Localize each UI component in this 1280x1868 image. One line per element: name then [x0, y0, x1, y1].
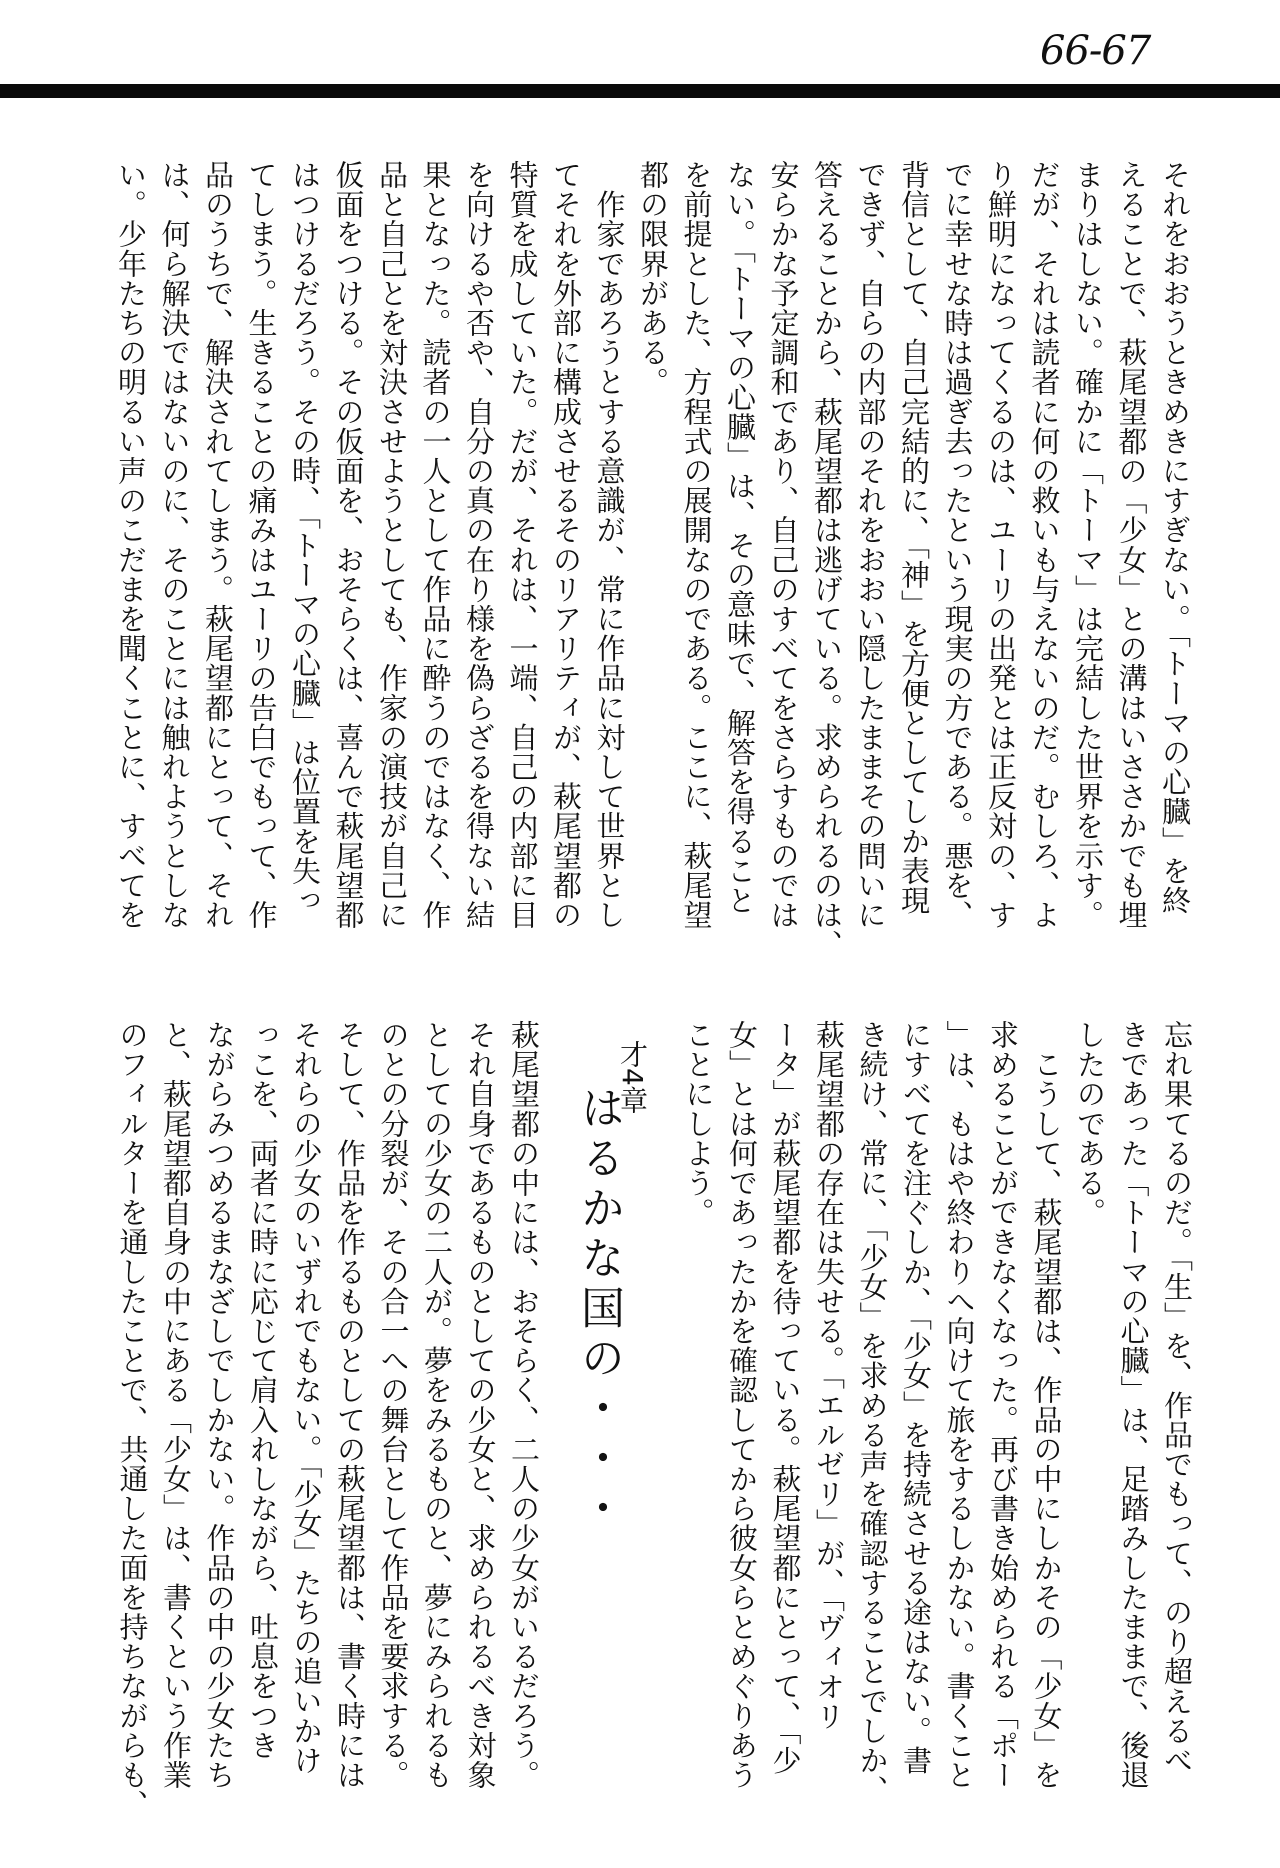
chapter-number: 才4章 — [616, 1040, 649, 1114]
text-column: 品と自己とを対決させようとしても、作家の演技が自己に — [375, 160, 409, 930]
text-column: 果となった。読者の一人として作品に酔うのではなく、作 — [418, 160, 453, 930]
text-column: できず、自らの内部のそれをおおい隠したままその問いに — [853, 160, 888, 930]
text-column: 求めることができなくなった。再び書き始められる「ポー — [986, 1020, 1020, 1790]
text-column: したのである。 — [1073, 1020, 1107, 1228]
text-column: そして、作品を作るものとしての萩尾望都は、書く時には — [333, 1020, 367, 1790]
text-column: 萩尾望都の中には、おそらく、二人の少女がいるだろう。 — [507, 1020, 541, 1790]
text-column: 安らかな予定調和であり、自己のすべてをさらすものでは — [766, 160, 801, 930]
text-column: えることで、萩尾望都の「少女」との溝はいささかでも埋 — [1114, 160, 1149, 930]
bottom-left-text-block — [108, 1020, 545, 1820]
text-column: と、萩尾望都自身の中にある「少女」は、書くという作業 — [159, 1020, 193, 1790]
header-rule — [0, 84, 1280, 98]
text-column: 背信として、自己完結的に、「神」を方便としてしか表現 — [897, 160, 931, 916]
text-column: きであった「トーマの心臓」は、足踏みしたままで、後退 — [1116, 1020, 1151, 1790]
text-column: い。少年たちの明るい声のこだまを聞くことに、すべてを — [114, 160, 148, 930]
text-column: 答えることから、萩尾望都は逃げている。求められるのは、 — [810, 160, 844, 960]
text-column: だが、それは読者に何の救いも与えないのだ。むしろ、よ — [1027, 160, 1062, 930]
page-number: 66-67 — [1040, 28, 1151, 74]
text-column: のとの分裂が、その合一への舞台として作品を要求する。 — [376, 1020, 411, 1790]
text-column: まりはしない。確かに「トーマ」は完結した世界を示す。 — [1071, 160, 1105, 930]
text-column: ない。「トーマの心臓」は、その意味で、解答を得ること — [723, 160, 757, 916]
text-column: は、何ら解決ではないのに、そのことには触れようとしな — [157, 160, 192, 930]
text-column: 特質を成していた。だが、それは、一端、自己の内部に目 — [505, 160, 540, 930]
text-column: てそれを外部に構成させるそのリアリティが、萩尾望都の — [549, 160, 583, 930]
text-column: 女」とは何であったかを確認してから彼女らとめぐりあう — [725, 1020, 759, 1790]
text-column: 仮面をつける。その仮面を、おそらくは、喜んで萩尾望都 — [331, 160, 366, 930]
top-text-block — [114, 160, 1196, 960]
text-column: き続け、常に、「少女」を求める声を確認することでしか、 — [855, 1020, 890, 1805]
text-column: 作家であろうとする意識が、常に作品に対して世界とし — [592, 160, 627, 930]
text-column: 萩尾望都の存在は失せる。「エルゼリ」が、「ヴィオリ — [812, 1020, 846, 1731]
bottom-right-text-block — [676, 1020, 1198, 1805]
text-column: 都の限界がある。 — [636, 160, 670, 397]
chapter-title: はるかな国の・・・ — [573, 1085, 624, 1535]
text-column: のフィルターを通したことで、共通した面を持ちながらも、 — [115, 1020, 150, 1820]
text-column: としての少女の二人が。夢をみるものと、夢にみられるも — [420, 1020, 454, 1790]
text-column: っこを、両者に時に応じて肩入れしながら、吐息をつき — [246, 1020, 280, 1760]
text-column: ータ」が萩尾望都を待っている。萩尾望都にとって、「少 — [768, 1020, 803, 1776]
text-column: を向けるや否や、自分の真の在り様を偽らざるを得ない結 — [462, 160, 496, 930]
text-column: を前提とした、方程式の展開なのである。ここに、萩尾望 — [679, 160, 714, 930]
text-column: 」は、もはや終わりへ向けて旅をするしかない。書くこと — [942, 1020, 977, 1790]
text-column: ながらみつめるまなざしでしかない。作品の中の少女たち — [202, 1020, 237, 1790]
text-column: はつけるだろう。その時、「トーマの心臓」は位置を失っ — [288, 160, 322, 916]
text-column: それをおおうときめきにすぎない。「トーマの心臓」を終 — [1158, 160, 1192, 916]
text-column: 品のうちで、解決されてしまう。萩尾望都にとって、それ — [201, 160, 235, 930]
text-column: にすべてを注ぐしか、「少女」を持続させる途はない。書 — [899, 1020, 933, 1776]
text-column: それらの少女のいずれでもない。「少女」たちの追いかけ — [289, 1020, 324, 1776]
text-column: それ自身であるものとしての少女と、求められるべき対象 — [463, 1020, 498, 1790]
text-column: 忘れ果てるのだ。「生」を、作品でもって、のり超えるべ — [1160, 1020, 1194, 1776]
text-column: ことにしよう。 — [681, 1020, 716, 1228]
text-column: でに幸せな時は過ぎ去ったという現実の方である。悪を、 — [940, 160, 975, 930]
text-column: てしまう。生きることの痛みはユーリの告白でもって、作 — [244, 160, 279, 930]
text-column: り鮮明になってくるのは、ユーリの出発とは正反対の、す — [984, 160, 1018, 930]
text-column: こうして、萩尾望都は、作品の中にしかその「少女」を — [1029, 1020, 1064, 1790]
